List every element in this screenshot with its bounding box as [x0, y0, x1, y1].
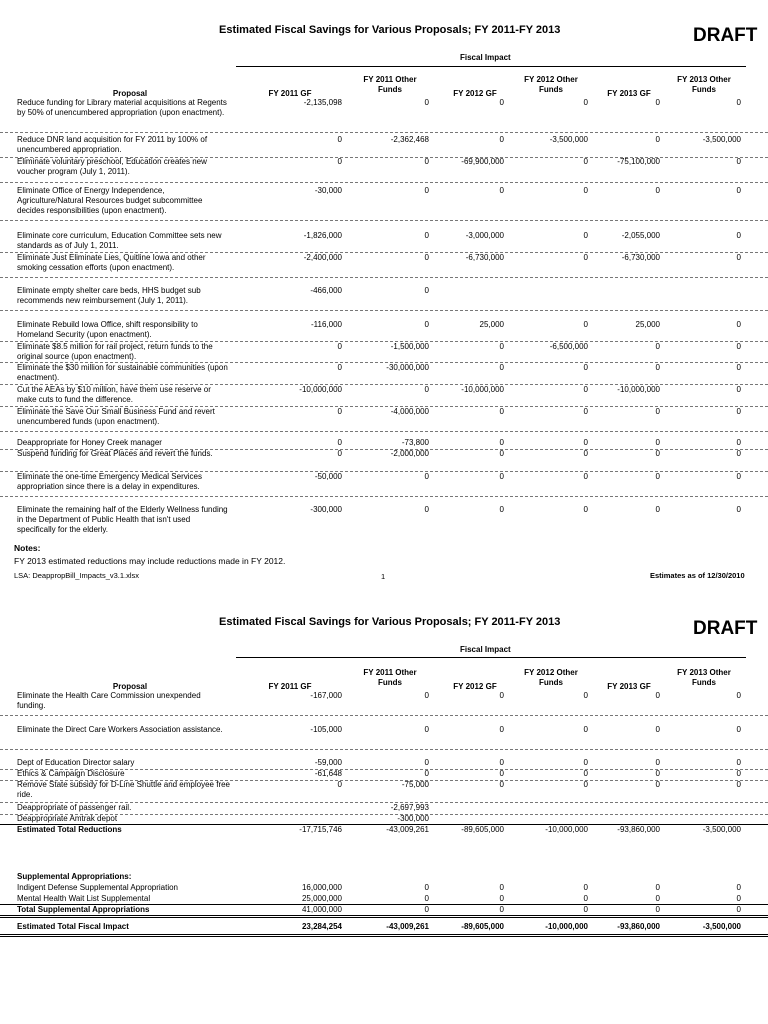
fy2011-gf-value: 0	[337, 780, 342, 789]
fy2013-other-value: 0	[736, 157, 741, 166]
fy2013-other-value: -3,500,000	[702, 825, 741, 834]
fy2013-other-value: 0	[736, 780, 741, 789]
table-row	[0, 894, 768, 904]
fy2011-other-value: 0	[424, 186, 429, 195]
fy2011-gf-value: -167,000	[310, 691, 342, 700]
fy2011-gf-value: 16,000,000	[301, 883, 342, 892]
proposal-label: Deappropriate Amtrak depot	[17, 814, 118, 823]
table-row	[0, 407, 768, 432]
fy2012-other-value: 0	[583, 691, 588, 700]
fy2013-gf-value: 0	[655, 363, 660, 372]
fy2012-gf-value: -3,000,000	[465, 231, 504, 240]
table-row	[0, 157, 768, 183]
fy2011-other-value: -43,009,261	[386, 922, 429, 931]
fy2012-gf-value: 0	[499, 691, 504, 700]
fy2012-gf-value: 0	[499, 135, 504, 144]
proposal-label: Eliminate core curriculum, Education Committee sets new standards as of July 1, 2011.	[17, 231, 222, 250]
table-row	[0, 135, 768, 158]
fy2012-gf-value: 0	[499, 342, 504, 351]
col-header-fy2011-other: FY 2011 Other Funds	[363, 668, 417, 687]
table-row	[0, 231, 768, 253]
proposal-label: Estimated Total Fiscal Impact	[17, 922, 129, 931]
proposal-label: Dept of Education Director salary	[17, 758, 135, 767]
col-header-fy2013-gf: FY 2013 GF	[607, 89, 651, 98]
fy2013-gf-value: -10,000,000	[617, 385, 660, 394]
fy2013-other-value: 0	[736, 883, 741, 892]
fy2011-other-value: 0	[424, 385, 429, 394]
notes-label: Notes:	[14, 543, 41, 553]
fy2012-gf-value: -89,605,000	[461, 825, 504, 834]
note-text: FY 2013 estimated reductions may include reductions made in FY 2012.	[14, 556, 286, 566]
table-row	[0, 253, 768, 278]
fy2013-gf-value: 0	[655, 342, 660, 351]
page-2	[0, 600, 768, 1024]
fy2013-gf-value: 0	[655, 905, 660, 914]
draft-stamp: DRAFT	[693, 25, 758, 46]
proposal-label: Eliminate empty shelter care beds, HHS budget sub recommends new reimbursement (July 1, 2011).	[17, 286, 201, 305]
col-header-fy2011-gf: FY 2011 GF	[268, 89, 312, 98]
page-title: Estimated Fiscal Savings for Various Proposals; FY 2011-FY 2013	[219, 24, 561, 36]
fy2013-gf-value: 0	[655, 758, 660, 767]
fy2013-other-value: 0	[736, 894, 741, 903]
fy2012-other-value: 0	[583, 320, 588, 329]
footer-estimates-date: Estimates as of 12/30/2010	[650, 571, 745, 580]
table-row	[0, 505, 768, 539]
fy2012-gf-value: 0	[499, 363, 504, 372]
fy2012-gf-value: -69,900,000	[461, 157, 504, 166]
fy2012-gf-value: 0	[499, 894, 504, 903]
fy2012-gf-value: 0	[499, 449, 504, 458]
fy2011-gf-value: -61,648	[314, 769, 342, 778]
fy2011-gf-value: -2,135,098	[303, 98, 342, 107]
fy2012-other-value: -6,500,000	[549, 342, 588, 351]
fy2012-gf-value: 0	[499, 905, 504, 914]
table-row	[0, 385, 768, 407]
fy2011-gf-value: -466,000	[310, 286, 342, 295]
col-header-fy2013-other: FY 2013 Other Funds	[677, 75, 731, 94]
table-row	[0, 725, 768, 750]
fy2013-gf-value: -75,100,000	[617, 157, 660, 166]
table-row	[0, 286, 768, 311]
proposal-label: Eliminate the $30 million for sustainable communities (upon enactment).	[17, 363, 228, 382]
fy2013-other-value: 0	[736, 385, 741, 394]
fy2013-other-value: 0	[736, 769, 741, 778]
fy2011-gf-value: 41,000,000	[301, 905, 342, 914]
fy2012-other-value: -10,000,000	[545, 922, 588, 931]
fy2013-gf-value: 0	[655, 780, 660, 789]
fy2013-other-value: 0	[736, 231, 741, 240]
fy2011-gf-value: 0	[337, 135, 342, 144]
fy2012-other-value: 0	[583, 758, 588, 767]
fy2011-other-value: 0	[424, 905, 429, 914]
fy2013-other-value: 0	[736, 758, 741, 767]
fy2012-gf-value: -10,000,000	[461, 385, 504, 394]
fy2012-gf-value: 0	[499, 725, 504, 734]
fy2011-gf-value: -116,000	[311, 320, 342, 329]
fy2012-gf-value: -6,730,000	[465, 253, 504, 262]
fy2012-other-value: -3,500,000	[549, 135, 588, 144]
fy2011-other-value: 0	[424, 758, 429, 767]
draft-stamp: DRAFT	[693, 618, 758, 639]
col-header-fy2012-other: FY 2012 Other Funds	[524, 75, 578, 94]
proposal-label: Eliminate the Direct Care Workers Association assistance.	[17, 725, 223, 734]
fy2011-other-value: -30,000,000	[386, 363, 429, 372]
proposal-label: Remove State subsidy for D-Line Shuttle and employee free ride.	[17, 780, 231, 799]
fy2013-gf-value: -6,730,000	[621, 253, 660, 262]
fy2013-other-value: 0	[736, 253, 741, 262]
col-header-fy2012-gf: FY 2012 GF	[453, 682, 497, 691]
fy2012-other-value: 0	[583, 883, 588, 892]
header-rule	[236, 66, 746, 67]
fy2012-other-value: 0	[583, 407, 588, 416]
fy2011-gf-value: 0	[337, 363, 342, 372]
proposal-label: Suspend funding for Great Places and revert the funds.	[17, 449, 213, 458]
fiscal-impact-header: Fiscal Impact	[460, 645, 511, 654]
fy2011-other-value: -2,000,000	[390, 449, 429, 458]
proposal-label: Deappropriate for Honey Creek manager	[17, 438, 162, 447]
proposal-label: Mental Health Wait List Supplemental	[17, 894, 151, 903]
fy2013-gf-value: -93,860,000	[617, 825, 660, 834]
fy2012-other-value: 0	[583, 505, 588, 514]
fy2012-other-value: 0	[583, 472, 588, 481]
col-header-fy2011-gf: FY 2011 GF	[268, 682, 312, 691]
fy2011-gf-value: 23,284,254	[301, 922, 342, 931]
proposal-label: Eliminate the one-time Emergency Medical Services appropriation since there is a delay in expenditures.	[17, 472, 202, 491]
fy2011-other-value: -300,000	[397, 814, 429, 823]
fy2012-other-value: 0	[583, 769, 588, 778]
fy2011-other-value: -75,000	[401, 780, 429, 789]
fy2012-other-value: 0	[583, 363, 588, 372]
total-fiscal-impact-row	[0, 922, 768, 937]
col-header-proposal: Proposal	[112, 682, 148, 691]
fy2012-gf-value: 0	[499, 472, 504, 481]
page-title: Estimated Fiscal Savings for Various Proposals; FY 2011-FY 2013	[219, 616, 561, 628]
fy2013-other-value: 0	[736, 407, 741, 416]
table-row	[0, 472, 768, 497]
proposal-label: Ethics & Campaign Disclosure	[17, 769, 125, 778]
supplemental-header: Supplemental Appropriations:	[17, 872, 132, 881]
fy2011-other-value: 0	[424, 253, 429, 262]
fy2011-gf-value: 0	[337, 407, 342, 416]
fy2012-gf-value: 0	[499, 98, 504, 107]
fy2013-other-value: 0	[736, 449, 741, 458]
fy2012-gf-value: 0	[499, 758, 504, 767]
table-row	[0, 883, 768, 894]
proposal-label: Eliminate the remaining half of the Elderly Wellness funding in the Department of Public Health that isn't used specifically for the elderly.	[17, 505, 228, 534]
page-number: 1	[381, 572, 386, 581]
fy2012-gf-value: -89,605,000	[461, 922, 504, 931]
fy2011-other-value: -43,009,261	[386, 825, 429, 834]
fy2012-other-value: 0	[583, 449, 588, 458]
fy2013-other-value: 0	[736, 320, 741, 329]
fy2013-gf-value: 0	[655, 438, 660, 447]
fy2012-other-value: -10,000,000	[545, 825, 588, 834]
fy2013-gf-value: 0	[655, 407, 660, 416]
fy2011-gf-value: 0	[337, 438, 342, 447]
col-header-fy2013-other: FY 2013 Other Funds	[677, 668, 731, 687]
fy2011-other-value: -73,800	[401, 438, 429, 447]
fy2013-gf-value: -93,860,000	[617, 922, 660, 931]
fy2011-gf-value: -50,000	[314, 472, 342, 481]
fy2011-gf-value: -2,400,000	[303, 253, 342, 262]
fy2011-other-value: 0	[424, 231, 429, 240]
fy2011-gf-value: 0	[337, 157, 342, 166]
fy2011-gf-value: 0	[337, 342, 342, 351]
fy2013-gf-value: -2,055,000	[621, 231, 660, 240]
fy2011-other-value: -2,362,468	[390, 135, 429, 144]
fy2012-other-value: 0	[583, 98, 588, 107]
fy2013-gf-value: 0	[655, 135, 660, 144]
proposal-label: Indigent Defense Supplemental Appropriation	[17, 883, 178, 892]
fy2011-other-value: 0	[424, 769, 429, 778]
table-row	[0, 342, 768, 363]
fy2011-gf-value: -59,000	[314, 758, 342, 767]
footer-filename: LSA: DeappropBill_Impacts_v3.1.xlsx	[14, 571, 140, 580]
fy2012-gf-value: 0	[499, 780, 504, 789]
fy2011-other-value: -1,500,000	[390, 342, 429, 351]
table-row	[0, 814, 768, 824]
fy2012-gf-value: 0	[499, 769, 504, 778]
fy2011-other-value: 0	[424, 725, 429, 734]
col-header-fy2012-other: FY 2012 Other Funds	[524, 668, 578, 687]
fy2013-other-value: 0	[736, 725, 741, 734]
fy2011-gf-value: -17,715,746	[299, 825, 342, 834]
proposal-label: Cut the AEAs by $10 million, have them use reserve or make cuts to fund the difference.	[17, 385, 211, 404]
proposal-label: Eliminate the Health Care Commission unexpended funding.	[17, 691, 201, 710]
fy2012-gf-value: 0	[499, 883, 504, 892]
fy2011-gf-value: -105,000	[310, 725, 342, 734]
fy2012-gf-value: 0	[499, 505, 504, 514]
fy2013-other-value: -3,500,000	[702, 135, 741, 144]
col-header-fy2013-gf: FY 2013 GF	[607, 682, 651, 691]
fy2013-gf-value: 0	[655, 883, 660, 892]
fy2012-other-value: 0	[583, 385, 588, 394]
fy2012-other-value: 0	[583, 438, 588, 447]
total-reductions-row	[0, 824, 768, 837]
fy2011-other-value: 0	[424, 894, 429, 903]
fy2011-gf-value: -30,000	[314, 186, 342, 195]
fy2012-other-value: 0	[583, 253, 588, 262]
table-row	[0, 363, 768, 385]
fy2011-other-value: -4,000,000	[390, 407, 429, 416]
fy2013-other-value: 0	[736, 691, 741, 700]
fy2013-other-value: -3,500,000	[702, 922, 741, 931]
fy2011-gf-value: -1,826,000	[303, 231, 342, 240]
proposal-label: Reduce DNR land acquisition for FY 2011 by 100% of unencumbered appropriation.	[17, 135, 208, 154]
fy2013-gf-value: 0	[655, 505, 660, 514]
proposal-label: Eliminate Rebuild Iowa Office, shift responsibility to Homeland Security (upon enactment).	[17, 320, 198, 339]
table-row	[0, 691, 768, 716]
proposal-label: Eliminate Office of Energy Independence, Agriculture/Natural Resources budget subcommittee decides responsibilities (upon enactment).	[17, 186, 203, 215]
fy2011-gf-value: -10,000,000	[299, 385, 342, 394]
proposal-label: Reduce funding for Library material acquisitions at Regents by 50% of unencumbered appropriation (upon enactment).	[17, 98, 227, 117]
fy2013-other-value: 0	[736, 186, 741, 195]
proposal-label: Estimated Total Reductions	[17, 825, 122, 834]
proposal-label: Eliminate voluntary preschool, Education creates new voucher program (July 1, 2011).	[17, 157, 207, 176]
fy2013-other-value: 0	[736, 905, 741, 914]
fy2012-other-value: 0	[583, 157, 588, 166]
fy2011-other-value: 0	[424, 98, 429, 107]
fy2011-other-value: 0	[424, 883, 429, 892]
proposal-label: Total Supplemental Appropriations	[17, 905, 150, 914]
fy2011-other-value: 0	[424, 505, 429, 514]
fy2013-gf-value: 25,000	[635, 320, 660, 329]
fy2012-gf-value: 0	[499, 186, 504, 195]
fy2013-gf-value: 0	[655, 472, 660, 481]
fy2012-other-value: 0	[583, 780, 588, 789]
proposal-label: Eliminate Just Eliminate Lies, Quitline Iowa and other smoking cessation efforts (upon enactment).	[17, 253, 206, 272]
fy2012-gf-value: 0	[499, 407, 504, 416]
fiscal-impact-header: Fiscal Impact	[460, 53, 511, 62]
col-header-fy2012-gf: FY 2012 GF	[453, 89, 497, 98]
col-header-fy2011-other: FY 2011 Other Funds	[363, 75, 417, 94]
fy2013-other-value: 0	[736, 505, 741, 514]
table-row	[0, 98, 768, 133]
fy2012-other-value: 0	[583, 894, 588, 903]
fy2011-gf-value: 25,000,000	[301, 894, 342, 903]
table-row	[0, 449, 768, 472]
fy2012-other-value: 0	[583, 725, 588, 734]
table-row	[0, 780, 768, 803]
fy2011-other-value: 0	[424, 286, 429, 295]
fy2013-gf-value: 0	[655, 769, 660, 778]
fy2013-other-value: 0	[736, 363, 741, 372]
fy2011-other-value: 0	[424, 320, 429, 329]
fy2011-gf-value: -300,000	[310, 505, 342, 514]
fy2013-gf-value: 0	[655, 725, 660, 734]
fy2013-other-value: 0	[736, 98, 741, 107]
fy2013-other-value: 0	[736, 438, 741, 447]
fy2011-other-value: 0	[424, 472, 429, 481]
fy2013-gf-value: 0	[655, 449, 660, 458]
fy2013-gf-value: 0	[655, 98, 660, 107]
fy2011-other-value: 0	[424, 157, 429, 166]
table-row	[0, 320, 768, 342]
fy2013-gf-value: 0	[655, 186, 660, 195]
col-header-proposal: Proposal	[112, 89, 148, 98]
fy2012-gf-value: 0	[499, 438, 504, 447]
fy2012-other-value: 0	[583, 186, 588, 195]
proposal-label: Eliminate $8.5 million for rail project, return funds to the original source (upon enactment).	[17, 342, 213, 361]
header-rule	[236, 657, 746, 658]
total-supplemental-row	[0, 904, 768, 918]
fy2012-gf-value: 25,000	[479, 320, 504, 329]
proposal-label: Deappropriate of passenger rail.	[17, 803, 132, 812]
fy2013-other-value: 0	[736, 472, 741, 481]
proposal-label: Eliminate the Save Our Small Business Fund and revert unencumbered funds (upon enactment).	[17, 407, 215, 426]
fy2012-other-value: 0	[583, 231, 588, 240]
fy2011-other-value: -2,697,993	[390, 803, 429, 812]
table-row	[0, 186, 768, 221]
fy2012-other-value: 0	[583, 905, 588, 914]
fy2013-gf-value: 0	[655, 691, 660, 700]
fy2013-other-value: 0	[736, 342, 741, 351]
fy2013-gf-value: 0	[655, 894, 660, 903]
fy2011-other-value: 0	[424, 691, 429, 700]
fy2011-gf-value: 0	[337, 449, 342, 458]
